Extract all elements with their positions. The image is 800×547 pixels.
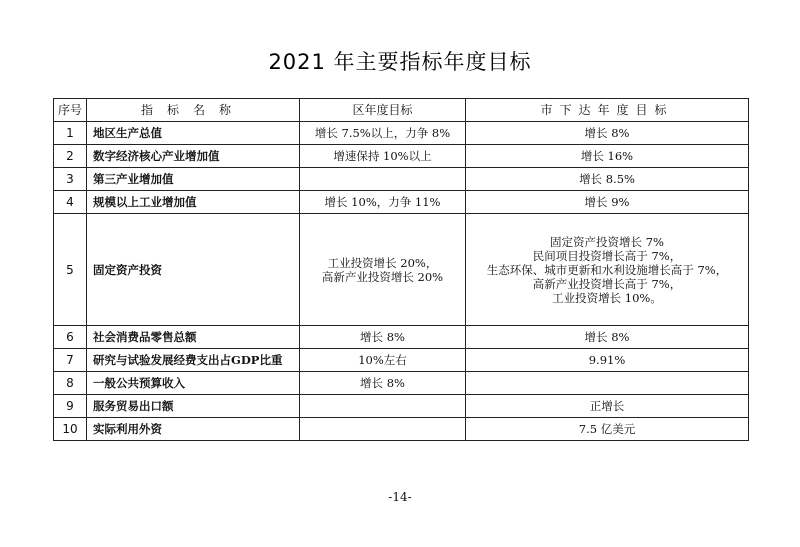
district-target-line: 增长 7.5%以上，力争 8% bbox=[314, 126, 451, 140]
city-target-line: 正增长 bbox=[589, 399, 625, 413]
city-target-line: 9.91% bbox=[588, 353, 626, 367]
indicator-name: 实际利用外资 bbox=[87, 418, 300, 441]
district-target-line: 增长 8% bbox=[360, 330, 405, 344]
district-target bbox=[300, 168, 466, 191]
header-name: 指标名称 bbox=[87, 99, 300, 122]
row-number: 5 bbox=[54, 214, 87, 326]
table-row bbox=[54, 349, 749, 372]
indicator-table bbox=[53, 98, 749, 441]
city-target-line: 增长 8.5% bbox=[579, 172, 635, 186]
header-no: 序号 bbox=[54, 99, 87, 122]
city-target-line: 增长 9% bbox=[584, 195, 630, 209]
row-number: 1 bbox=[54, 122, 87, 145]
district-target-line: 高新产业投资增长 20% bbox=[321, 269, 444, 284]
city-target bbox=[466, 372, 749, 395]
table-header-row bbox=[54, 99, 749, 122]
city-target bbox=[466, 122, 749, 145]
table-row bbox=[54, 191, 749, 214]
table-row bbox=[54, 372, 749, 395]
table-row bbox=[54, 395, 749, 418]
row-number: 8 bbox=[54, 372, 87, 395]
district-target bbox=[300, 122, 466, 145]
district-target bbox=[300, 145, 466, 168]
district-target-line: 增长 8% bbox=[360, 376, 405, 390]
city-target-line: 工业投资增长 10%。 bbox=[552, 290, 662, 305]
city-target bbox=[466, 418, 749, 441]
district-target bbox=[300, 214, 466, 326]
city-target-line: 增长 16% bbox=[580, 149, 634, 163]
city-target bbox=[466, 349, 749, 372]
city-target bbox=[466, 191, 749, 214]
indicator-name: 社会消费品零售总额 bbox=[87, 326, 300, 349]
indicator-name: 固定资产投资 bbox=[87, 214, 300, 326]
city-target bbox=[466, 326, 749, 349]
table-row bbox=[54, 418, 749, 441]
district-target-line: 工业投资增长 20%， bbox=[327, 255, 438, 270]
indicator-name: 第三产业增加值 bbox=[87, 168, 300, 191]
city-target-line: 增长 8% bbox=[584, 330, 630, 344]
city-target-line: 7.5 亿美元 bbox=[578, 422, 636, 436]
indicator-name: 研究与试验发展经费支出占GDP比重 bbox=[87, 349, 300, 372]
city-target-line: 生态环保、城市更新和水利设施增长高于 7%， bbox=[486, 262, 728, 277]
row-number: 3 bbox=[54, 168, 87, 191]
district-target bbox=[300, 418, 466, 441]
row-number: 6 bbox=[54, 326, 87, 349]
district-target-line: 10%左右 bbox=[358, 353, 407, 367]
row-number: 2 bbox=[54, 145, 87, 168]
indicator-name: 规模以上工业增加值 bbox=[87, 191, 300, 214]
table-row bbox=[54, 122, 749, 145]
table-row bbox=[54, 145, 749, 168]
district-target-line: 增速保持 10%以上 bbox=[333, 149, 432, 163]
district-target bbox=[300, 349, 466, 372]
city-target-line: 固定资产投资增长 7% bbox=[550, 234, 664, 249]
indicator-name: 地区生产总值 bbox=[87, 122, 300, 145]
city-target bbox=[466, 214, 749, 326]
city-target-line: 增长 8% bbox=[584, 126, 630, 140]
page-title: 2021 年主要指标年度目标 bbox=[268, 50, 532, 74]
city-target-line: 民间项目投资增长高于 7%， bbox=[532, 248, 682, 263]
row-number: 4 bbox=[54, 191, 87, 214]
row-number: 9 bbox=[54, 395, 87, 418]
table-row bbox=[54, 168, 749, 191]
city-target-line: 高新产业投资增长高于 7%， bbox=[532, 276, 682, 291]
header-city: 市下达年度目标 bbox=[466, 99, 749, 122]
city-target bbox=[466, 168, 749, 191]
district-target bbox=[300, 326, 466, 349]
district-target bbox=[300, 395, 466, 418]
city-target bbox=[466, 395, 749, 418]
indicator-name: 数字经济核心产业增加值 bbox=[87, 145, 300, 168]
row-number: 10 bbox=[54, 418, 87, 441]
indicator-name: 服务贸易出口额 bbox=[87, 395, 300, 418]
table-row bbox=[54, 214, 749, 326]
indicator-name: 一般公共预算收入 bbox=[87, 372, 300, 395]
city-target bbox=[466, 145, 749, 168]
district-target bbox=[300, 191, 466, 214]
row-number: 7 bbox=[54, 349, 87, 372]
district-target bbox=[300, 372, 466, 395]
page-number: -14- bbox=[388, 490, 412, 504]
table-body bbox=[54, 122, 749, 441]
header-district: 区年度目标 bbox=[300, 99, 466, 122]
table-row bbox=[54, 326, 749, 349]
district-target-line: 增长 10%，力争 11% bbox=[324, 195, 441, 209]
